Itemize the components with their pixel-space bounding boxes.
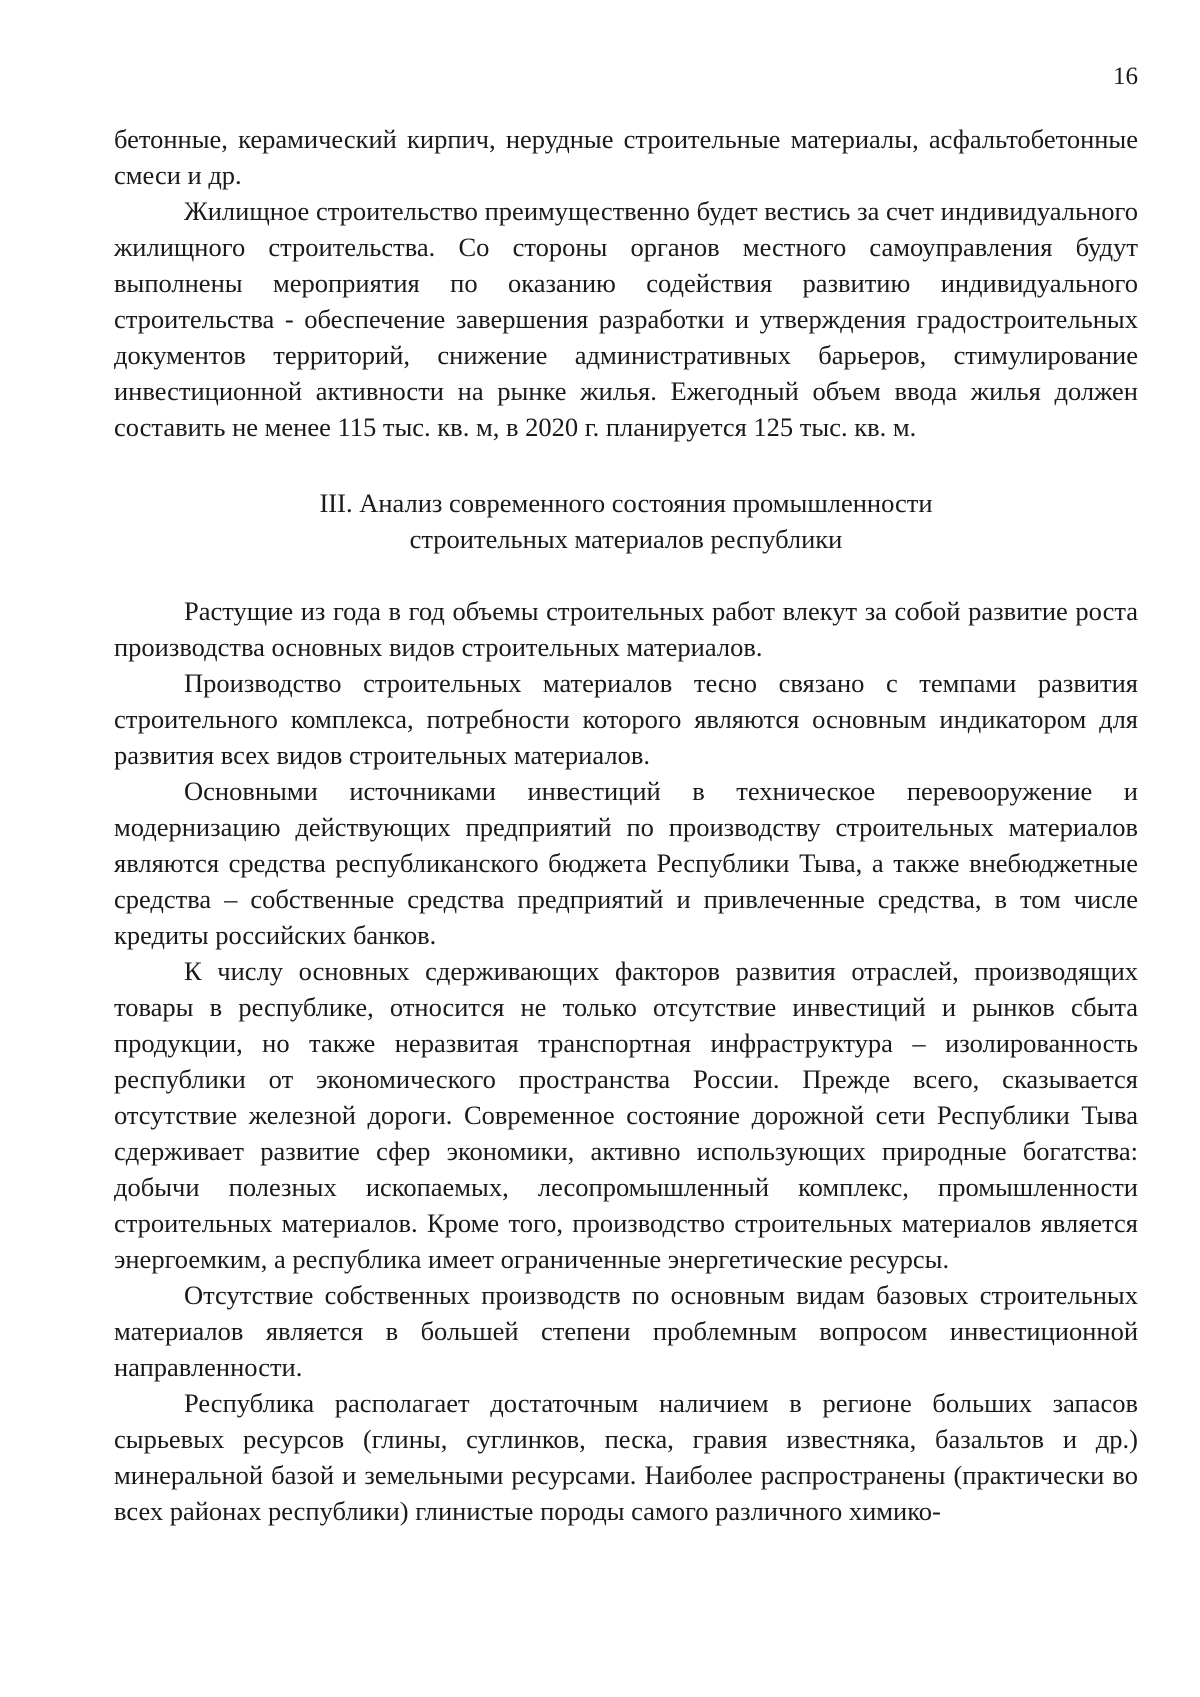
paragraph-1: Растущие из года в год объемы строительных работ влекут за собой развитие роста производства основных видов строительных материалов. — [114, 596, 1138, 662]
page-number: 16 — [1113, 63, 1138, 90]
section-heading — [114, 485, 1138, 557]
section-heading-line-1: III. Анализ современного состояния промышленности — [319, 488, 933, 518]
section-heading-line-2: строительных материалов республики — [409, 524, 843, 554]
paragraph-6: Республика располагает достаточным наличием в регионе больших запасов сырьевых ресурсов (глины, суглинков, песка, гравия известняка, базальтов и др.) минеральной базой и земельными ресурсами. Наиболее распространены (практически во всех районах республики) глинистые породы самого различного химико- — [114, 1388, 1138, 1526]
paragraph-continuation: бетонные, керамический кирпич, нерудные строительные материалы, асфальтобетонные смеси и др. — [114, 124, 1138, 190]
paragraph-housing: Жилищное строительство преимущественно будет вестись за счет индивидуального жилищного строительства. Со стороны органов местного самоуправления будут выполнены мероприятия по оказанию содействия развитию индивидуального строительства - обеспечение завершения разработки и утверждения градостроительных документов территорий, снижение административных барьеров, стимулирование инвестиционной активности на рынке жилья. Ежегодный объем ввода жилья должен составить не менее 115 тыс. кв. м, в 2020 г. планируется 125 тыс. кв. м. — [114, 196, 1138, 442]
paragraph-2: Производство строительных материалов тесно связано с темпами развития строительного комплекса, потребности которого являются основным индикатором для развития всех видов строительных материалов. — [114, 668, 1138, 770]
section-body — [114, 593, 1138, 1529]
paragraph-3: Основными источниками инвестиций в техническое перевооружение и модернизацию действующих предприятий по производству строительных материалов являются средства республиканского бюджета Республики Тыва, а также внебюджетные средства – собственные средства предприятий и привлеченные средства, в том числе кредиты российских банков. — [114, 776, 1138, 950]
paragraph-4: К числу основных сдерживающих факторов развития отраслей, производящих товары в республике, относится не только отсутствие инвестиций и рынков сбыта продукции, но также неразвитая транспортная инфраструктура – изолированность республики от экономического пространства России. Прежде всего, сказывается отсутствие железной дороги. Современное состояние дорожной сети Республики Тыва сдерживает развитие сфер экономики, активно использующих природные богатства: добычи полезных ископаемых, лесопромышленный комплекс, промышленности строительных материалов. Кроме того, производство строительных материалов является энергоемким, а республика имеет ограниченные энергетические ресурсы. — [114, 956, 1138, 1274]
intro-text-block — [114, 121, 1138, 445]
paragraph-5: Отсутствие собственных производств по основным видам базовых строительных материалов является в большей степени проблемным вопросом инвестиционной направленности. — [114, 1280, 1138, 1382]
